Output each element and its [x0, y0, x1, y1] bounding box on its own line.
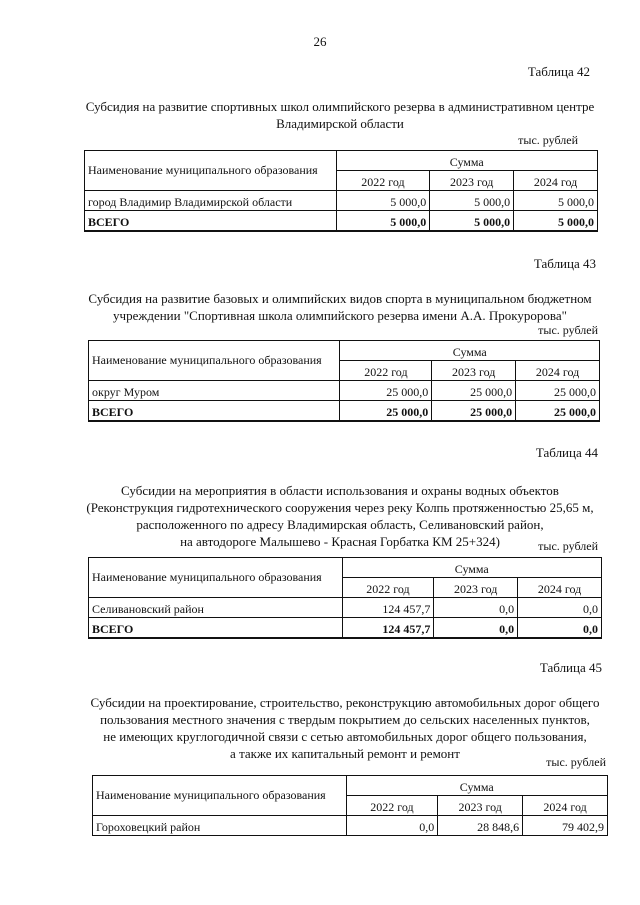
- title-line: Субсидии на проектирование, строительство, реконструкцию автомобильных дорог общего: [90, 695, 600, 710]
- cell-value: 0,0: [346, 816, 438, 836]
- table-43-title: [60, 290, 620, 324]
- cell-value: 28 848,6: [438, 816, 523, 836]
- title-line: расположенного по адресу Владимирская область, Селивановский район,: [136, 517, 544, 532]
- table-row: [89, 381, 600, 401]
- col-header-year: 2023 год: [434, 578, 518, 598]
- title-line: учреждении "Спортивная школа олимпийского резерва имени А.А. Прокуророва": [113, 308, 567, 323]
- table-42-label: Таблица 42: [527, 64, 590, 79]
- total-value: 0,0: [518, 618, 602, 639]
- cell-value: 0,0: [518, 598, 602, 618]
- table-45-label: Таблица 45: [539, 660, 602, 675]
- col-header-year: 2024 год: [523, 796, 608, 816]
- row-name: Гороховецкий район: [93, 816, 347, 836]
- cell-value: 124 457,7: [342, 598, 434, 618]
- total-value: 25 000,0: [340, 401, 432, 422]
- total-value: 5 000,0: [514, 211, 598, 232]
- row-name: город Владимир Владимирской области: [85, 191, 337, 211]
- title-line: Субсидия на развитие базовых и олимпийских видов спорта в муниципальном бюджетном: [88, 291, 592, 306]
- cell-value: 25 000,0: [516, 381, 600, 401]
- col-header-year: 2024 год: [518, 578, 602, 598]
- unit-label: тыс. рублей: [538, 323, 598, 337]
- col-header-sum: Сумма: [340, 341, 600, 361]
- total-label: ВСЕГО: [85, 211, 337, 232]
- table-45-title: [60, 694, 630, 762]
- table-row: [93, 816, 608, 836]
- total-value: 5 000,0: [336, 211, 430, 232]
- total-label: ВСЕГО: [89, 618, 343, 639]
- total-value: 124 457,7: [342, 618, 434, 639]
- total-label: ВСЕГО: [89, 401, 340, 422]
- col-header-name: Наименование муниципального образования: [85, 151, 337, 191]
- cell-value: 79 402,9: [523, 816, 608, 836]
- col-header-sum: Сумма: [342, 558, 602, 578]
- col-header-year: 2024 год: [516, 361, 600, 381]
- table-row: [85, 191, 598, 211]
- col-header-year: 2023 год: [438, 796, 523, 816]
- col-header-year: 2022 год: [336, 171, 430, 191]
- title-line: а также их капитальный ремонт и ремонт: [230, 746, 460, 761]
- col-header-name: Наименование муниципального образования: [89, 558, 343, 598]
- col-header-name: Наименование муниципального образования: [89, 341, 340, 381]
- table-43: [88, 340, 600, 422]
- title-line: пользования местного значения с твердым покрытием до сельских населенных пунктов,: [100, 712, 590, 727]
- title-line: не имеющих круглогодичной связи с сетью автомобильных дорог общего пользования,: [103, 729, 587, 744]
- table-43-label: Таблица 43: [533, 256, 596, 271]
- cell-value: 5 000,0: [336, 191, 430, 211]
- cell-value: 25 000,0: [340, 381, 432, 401]
- table-44-label: Таблица 44: [535, 445, 598, 460]
- title-line: (Реконструкция гидротехнического сооружения через реку Колпь протяженностью 25,65 м,: [86, 500, 594, 515]
- total-value: 25 000,0: [432, 401, 516, 422]
- total-value: 0,0: [434, 618, 518, 639]
- title-line: Субсидия на развитие спортивных школ олимпийского резерва в административном центре: [85, 99, 595, 114]
- col-header-year: 2023 год: [430, 171, 514, 191]
- row-name: округ Муром: [89, 381, 340, 401]
- table-44: [88, 557, 602, 639]
- unit-label: тыс. рублей: [518, 133, 578, 147]
- page-number: 26: [313, 34, 327, 49]
- total-row: [89, 618, 602, 639]
- title-line: Владимирской области: [276, 116, 404, 131]
- col-header-sum: Сумма: [336, 151, 598, 171]
- cell-value: 5 000,0: [430, 191, 514, 211]
- total-value: 5 000,0: [430, 211, 514, 232]
- row-name: Селивановский район: [89, 598, 343, 618]
- col-header-year: 2024 год: [514, 171, 598, 191]
- table-44-title: [60, 482, 620, 550]
- col-header-year: 2022 год: [342, 578, 434, 598]
- cell-value: 5 000,0: [514, 191, 598, 211]
- total-row: [85, 211, 598, 232]
- total-value: 25 000,0: [516, 401, 600, 422]
- table-row: [89, 598, 602, 618]
- unit-label: тыс. рублей: [546, 755, 606, 769]
- col-header-year: 2022 год: [346, 796, 438, 816]
- table-45: [92, 775, 608, 836]
- table-42-title: [60, 98, 620, 132]
- cell-value: 25 000,0: [432, 381, 516, 401]
- title-line: Субсидии на мероприятия в области использования и охраны водных объектов: [121, 483, 559, 498]
- table-42: [84, 150, 598, 232]
- total-row: [89, 401, 600, 422]
- col-header-sum: Сумма: [346, 776, 608, 796]
- unit-label: тыс. рублей: [538, 539, 598, 553]
- col-header-year: 2023 год: [432, 361, 516, 381]
- col-header-year: 2022 год: [340, 361, 432, 381]
- title-line: на автодороге Малышево - Красная Горбатка КМ 25+324): [180, 534, 500, 549]
- cell-value: 0,0: [434, 598, 518, 618]
- col-header-name: Наименование муниципального образования: [93, 776, 347, 816]
